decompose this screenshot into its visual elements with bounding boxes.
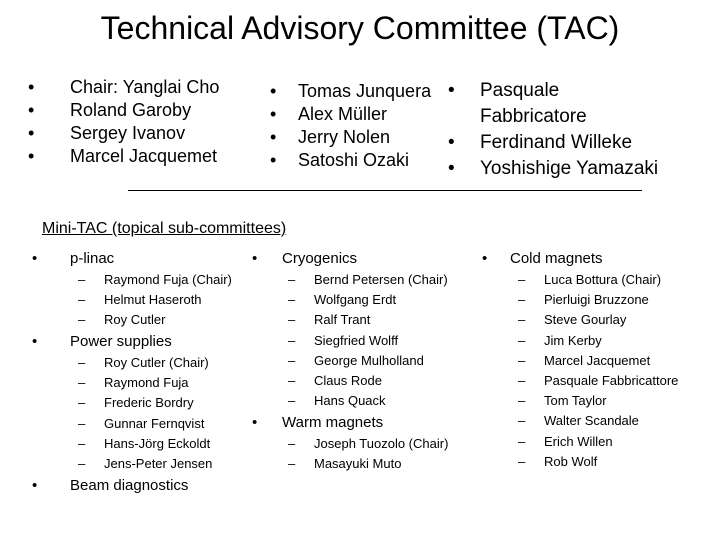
dash: –: [288, 373, 296, 389]
member-name: Marcel Jacquemet: [544, 352, 651, 368]
member-name: Yoshishige Yamazaki: [480, 158, 659, 179]
warm-magnets-members: [288, 434, 448, 474]
member-name: Siegfried Wolff: [314, 332, 399, 348]
cryogenics-members: [288, 270, 448, 411]
dash: –: [288, 292, 296, 308]
list-item: [78, 373, 212, 393]
list-item: [288, 310, 448, 330]
list-item: [78, 434, 212, 454]
member-name: Pasquale: [480, 80, 560, 101]
dash: –: [78, 312, 86, 328]
list-item: [78, 290, 232, 310]
dash: –: [78, 355, 86, 370]
dash: –: [518, 393, 526, 409]
category-label: Cold magnets: [510, 250, 603, 267]
list-item: [288, 454, 448, 474]
bullet: •: [448, 80, 455, 101]
tac-column-1: [28, 76, 219, 168]
member-name-continued: Fabbricatore: [480, 106, 587, 127]
member-name: Raymond Fuja (Chair): [104, 272, 232, 287]
dash: –: [518, 352, 526, 368]
list-item: [78, 393, 212, 413]
member-name: Gunnar Fernqvist: [104, 415, 205, 431]
list-item: [78, 454, 212, 474]
member-name: George Mulholland: [314, 352, 424, 368]
member-name: Helmut Haseroth: [104, 292, 202, 308]
dash: –: [518, 373, 526, 389]
category-warm-magnets: [252, 414, 383, 431]
dash: –: [518, 272, 526, 287]
mini-tac-heading: Mini-TAC (topical sub-committees): [42, 220, 287, 237]
list-item: [28, 145, 219, 168]
dash: –: [288, 272, 296, 287]
bullet: •: [28, 77, 35, 97]
category-label: Cryogenics: [282, 250, 358, 267]
dash: –: [518, 413, 526, 429]
category-beam-diagnostics: [32, 477, 188, 494]
list-item: [518, 270, 678, 290]
category-label: p-linac: [70, 250, 115, 267]
bullet: •: [270, 81, 277, 101]
category-label: Beam diagnostics: [70, 477, 189, 494]
dash: –: [288, 393, 296, 409]
member-name: Ferdinand Willeke: [480, 132, 633, 153]
list-item: [288, 391, 448, 411]
p-linac-members: [78, 270, 232, 331]
member-name: Pierluigi Bruzzone: [544, 292, 649, 308]
member-name: Raymond Fuja: [104, 375, 189, 391]
list-item: [288, 331, 448, 351]
list-item: [518, 331, 678, 351]
divider-line: [128, 190, 642, 191]
dash: –: [518, 433, 526, 449]
list-item: [28, 122, 219, 145]
bullet: •: [32, 333, 38, 350]
list-item: [518, 351, 678, 371]
list-item: [518, 411, 678, 431]
dash: –: [78, 272, 86, 287]
member-name: Claus Rode: [314, 373, 382, 389]
dash: –: [518, 453, 526, 469]
bullet: •: [252, 250, 258, 267]
list-item: [448, 78, 700, 130]
category-label: Power supplies: [70, 333, 172, 350]
member-name: Sergey Ivanov: [70, 123, 186, 143]
list-item: [518, 310, 678, 330]
member-name: Jerry Nolen: [298, 127, 391, 147]
list-item: [288, 351, 448, 371]
dash: –: [288, 332, 296, 348]
dash: –: [518, 292, 526, 308]
member-name: Tom Taylor: [544, 393, 607, 409]
list-item: [518, 290, 678, 310]
list-item: [78, 414, 212, 434]
member-name: Hans Quack: [314, 393, 386, 409]
member-name: Ralf Trant: [314, 312, 371, 328]
cold-magnets-members: [518, 270, 678, 472]
list-item: [518, 391, 678, 411]
bullet: •: [448, 132, 455, 153]
list-item: [78, 270, 232, 290]
list-item: [270, 103, 431, 126]
member-name: Jim Kerby: [544, 332, 602, 348]
list-item: [288, 290, 448, 310]
list-item: [448, 156, 700, 182]
dash: –: [78, 435, 86, 451]
dash: –: [288, 352, 296, 368]
member-name: Chair: Yanglai Cho: [70, 77, 220, 97]
member-name: Hans-Jörg Eckoldt: [104, 435, 211, 451]
list-item: [78, 353, 212, 373]
category-cold-magnets: [482, 250, 603, 267]
bullet: •: [32, 250, 38, 267]
member-name: Satoshi Ozaki: [298, 150, 410, 170]
list-item: [448, 130, 700, 156]
member-name: Rob Wolf: [544, 453, 598, 469]
bullet: •: [28, 100, 35, 120]
member-name: Wolfgang Erdt: [314, 292, 397, 308]
category-power-supplies: [32, 333, 172, 350]
bullet: •: [270, 150, 277, 170]
member-name: Roland Garoby: [70, 100, 192, 120]
member-name: Steve Gourlay: [544, 312, 627, 328]
dash: –: [288, 312, 296, 328]
category-p-linac: [32, 250, 114, 267]
bullet: •: [270, 127, 277, 147]
category-cryogenics: [252, 250, 357, 267]
tac-column-2: [270, 80, 431, 172]
dash: –: [78, 415, 86, 431]
dash: –: [518, 332, 526, 348]
member-name: Bernd Petersen (Chair): [314, 272, 448, 287]
list-item: [518, 452, 678, 472]
member-name: Joseph Tuozolo (Chair): [314, 436, 449, 451]
member-name: Jens-Peter Jensen: [104, 456, 213, 472]
bullet: •: [270, 104, 277, 124]
list-item: [28, 76, 219, 99]
member-name: Marcel Jacquemet: [70, 146, 218, 166]
dash: –: [518, 312, 526, 328]
member-name: Masayuki Muto: [314, 456, 402, 472]
bullet: •: [448, 158, 455, 179]
member-name: Luca Bottura (Chair): [544, 272, 662, 287]
bullet: •: [28, 146, 35, 166]
dash: –: [78, 395, 86, 411]
list-item: [28, 99, 219, 122]
page-title: Technical Advisory Committee (TAC): [100, 10, 620, 46]
list-item: [288, 270, 448, 290]
list-item: [270, 126, 431, 149]
member-name: Walter Scandale: [544, 413, 639, 429]
tac-column-3: [448, 78, 700, 182]
list-item: [270, 149, 431, 172]
bullet: •: [482, 250, 488, 267]
bullet: •: [32, 477, 38, 494]
member-name: Tomas Junquera: [298, 81, 432, 101]
member-name: Pasquale Fabbricattore: [544, 373, 679, 389]
dash: –: [288, 456, 296, 472]
power-supplies-members: [78, 353, 212, 474]
dash: –: [288, 436, 296, 451]
bullet: •: [28, 123, 35, 143]
member-name: Erich Willen: [544, 433, 613, 449]
dash: –: [78, 456, 86, 472]
member-name: Alex Müller: [298, 104, 388, 124]
dash: –: [78, 375, 86, 391]
list-item: [270, 80, 431, 103]
list-item: [288, 371, 448, 391]
list-item: [518, 371, 678, 391]
dash: –: [78, 292, 86, 308]
category-label: Warm magnets: [282, 414, 384, 431]
member-name: Frederic Bordry: [104, 395, 194, 411]
list-item: [288, 434, 448, 454]
member-name: Roy Cutler: [104, 312, 166, 328]
list-item: [78, 310, 232, 330]
bullet: •: [252, 414, 258, 431]
member-name: Roy Cutler (Chair): [104, 355, 209, 370]
list-item: [518, 432, 678, 452]
